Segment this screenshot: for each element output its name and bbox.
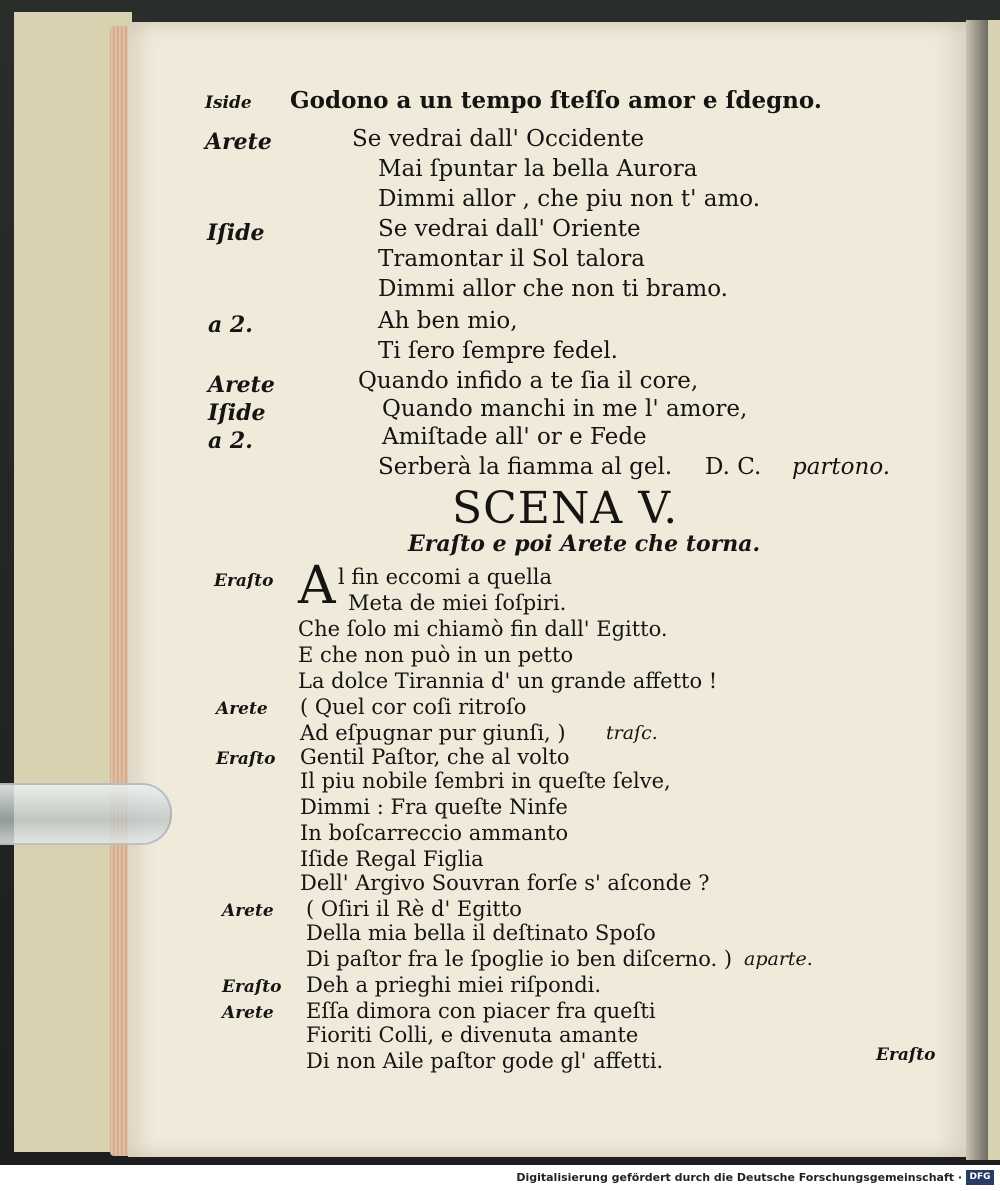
catchword: Eraſto <box>876 1045 936 1065</box>
verse-line: Eſſa dimora con piacer fra queſti <box>306 999 656 1023</box>
verse-line: Fioriti Colli, e divenuta amante <box>306 1023 639 1047</box>
verse-line: Amiſtade all' or e Fede <box>382 424 647 450</box>
verse-line: Meta de miei ſoſpiri. <box>348 591 567 615</box>
glass-page-clip <box>0 783 172 845</box>
verse-line: Quando infido a te ſia il core, <box>358 368 699 394</box>
stage-direction: partono. <box>792 454 891 480</box>
verse-line: Quando manchi in me l' amore, <box>382 396 748 422</box>
verse-line: Ad eſpugnar pur giunſi, ) <box>300 721 566 745</box>
page-gutter-shadow <box>966 20 988 1160</box>
verse-line: Se vedrai dall' Oriente <box>378 216 641 242</box>
stage-direction: aparte. <box>744 948 813 970</box>
verse-line: Della mia bella il deſtinato Spoſo <box>306 921 656 945</box>
footer-bar <box>0 1165 1000 1191</box>
verse-line: Dimmi : Fra queſte Ninfe <box>300 795 568 819</box>
scene-subtitle: Eraſto e poi Arete che torna. <box>408 531 761 557</box>
verse-line: Dimmi allor che non ti bramo. <box>378 276 728 302</box>
verse-line: Dell' Argivo Souvran forſe s' aſconde ? <box>300 871 710 895</box>
verse-line: Ti ſero ſempre fedel. <box>378 338 618 364</box>
speaker-label: Arete <box>208 372 275 398</box>
verse-line: Deh a prieghi miei riſpondi. <box>306 973 602 997</box>
verse-line: Che ſolo mi chiamò fin dall' Egitto. <box>298 617 668 641</box>
verse-line: Iſide Regal Figlia <box>300 847 484 871</box>
speaker-label: Eraſto <box>214 571 274 591</box>
scene-title: SCENA V. <box>452 483 679 534</box>
da-capo-marker: D. C. <box>705 454 762 480</box>
speaker-label: a 2. <box>208 428 253 454</box>
right-board <box>988 20 1000 1160</box>
verse-line: ( Quel cor coſi ritroſo <box>300 695 527 719</box>
verse-line: l fin eccomi a quella <box>338 565 553 589</box>
verse-line: ( Oſiri il Rè d' Egitto <box>306 897 522 921</box>
footer-credit: Digitalisierung gefördert durch die Deutsche Forschungsgemeinschaft · <box>516 1171 962 1184</box>
verse-line: Serberà la fiamma al gel. <box>378 454 673 480</box>
speaker-label: Iſide <box>207 220 265 246</box>
verse-line: Mai ſpuntar la bella Aurora <box>378 156 698 182</box>
verse-line: E che non può in un petto <box>298 643 574 667</box>
verse-line: Tramontar il Sol talora <box>378 246 645 272</box>
speaker-label: Eraſto <box>222 977 282 997</box>
verse-line: Ah ben mio, <box>378 308 518 334</box>
speaker-label: Arete <box>216 699 268 719</box>
verse-line: Se vedrai dall' Occidente <box>352 126 645 152</box>
stage-direction: traſc. <box>606 722 658 744</box>
verse-line: Dimmi allor , che piu non t' amo. <box>378 186 761 212</box>
speaker-label: Arete <box>222 1003 274 1023</box>
speaker-label: Iside <box>205 93 252 113</box>
speaker-label: Iſide <box>208 400 266 426</box>
verse-line: Godono a un tempo ſteſſo amor e ſdegno. <box>290 87 822 114</box>
drop-capital: A <box>298 556 336 616</box>
speaker-label: Arete <box>222 901 274 921</box>
verse-line: Il piu nobile ſembri in queſte ſelve, <box>300 769 671 793</box>
verse-line: In boſcarreccio ammanto <box>300 821 569 845</box>
verse-line: Di paſtor fra le ſpoglie io ben diſcerno. ) <box>306 947 733 971</box>
dfg-logo-icon: DFG <box>966 1170 994 1185</box>
speaker-label: Arete <box>205 129 272 155</box>
speaker-label: a 2. <box>208 312 253 338</box>
verse-line: Di non Aile paſtor gode gl' affetti. <box>306 1049 664 1073</box>
verse-line: La dolce Tirannia d' un grande affetto ! <box>298 669 718 693</box>
verse-line: Gentil Paſtor, che al volto <box>300 745 570 769</box>
speaker-label: Eraſto <box>216 749 276 769</box>
